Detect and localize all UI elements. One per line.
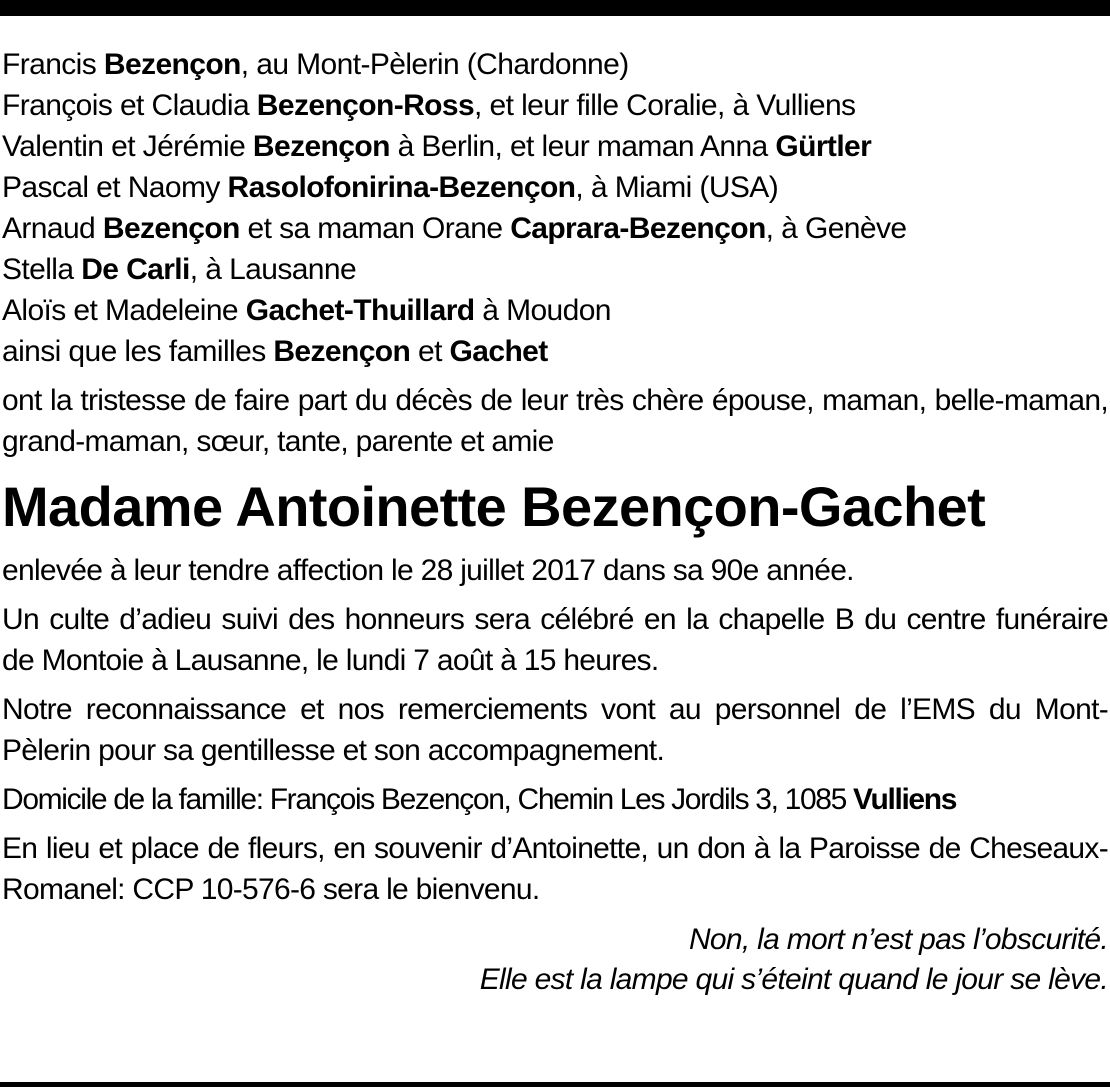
family-list <box>2 44 1108 372</box>
obituary-notice <box>2 44 1108 1000</box>
family-text: ainsi que les familles <box>2 335 274 368</box>
family-surname: Bezençon <box>252 130 390 163</box>
family-surname: Gachet-Thuillard <box>245 294 475 327</box>
donation-text: En lieu et place de fleurs, en souvenir d’Antoinette, un don à la Paroisse de Cheseaux-Romanel: CCP 10-576-6 sera le bienvenu. <box>2 832 1108 906</box>
family-line <box>2 208 1108 249</box>
family-text: Valentin et Jérémie <box>2 130 253 163</box>
family-surname: Caprara-Bezençon <box>510 212 766 245</box>
family-text: à Moudon <box>474 294 611 327</box>
family-line <box>2 167 1108 208</box>
family-text: , à Lausanne <box>189 253 357 286</box>
family-surname: Bezençon-Ross <box>256 89 475 122</box>
family-text: Stella <box>2 253 82 286</box>
thanks-text: Notre reconnaissance et nos remerciements vont au personnel de l’EMS du Mont-Pèlerin pour sa gentillesse et son accompagnement. <box>2 693 1108 767</box>
announcement-text: ont la tristesse de faire part du décès de leur très chère épouse, maman, belle-maman, grand-maman, sœur, tante, parente et amie <box>2 384 1108 458</box>
deceased-name: Madame Antoinette Bezençon-Gachet <box>2 475 986 538</box>
ceremony-text: Un culte d’adieu suivi des honneurs sera célébré en la chapelle B du centre funéraire de Montoie à Lausanne, le lundi 7 août à 15 heures. <box>2 603 1108 677</box>
family-text: Pascal et Naomy <box>2 171 228 204</box>
family-text: Arnaud <box>2 212 103 245</box>
death-notice-text: enlevée à leur tendre affection le 28 juillet 2017 dans sa 90e année. <box>2 554 854 587</box>
domicile-address: Domicile de la famille: François Bezençon, Chemin Les Jordils 3, 1085 <box>2 783 853 816</box>
family-line <box>2 126 1108 167</box>
family-line <box>2 249 1108 290</box>
family-text: et <box>410 335 450 368</box>
top-rule <box>0 0 1110 16</box>
bottom-rule <box>0 1082 1110 1087</box>
family-text: , à Genève <box>765 212 907 245</box>
family-text: François et Claudia <box>2 89 257 122</box>
family-surname: Gürtler <box>775 130 872 163</box>
family-surname: De Carli <box>81 253 190 286</box>
closing-quote <box>2 920 1108 1000</box>
family-text: , et leur fille Coralie, à Vulliens <box>474 89 856 122</box>
family-text: Aloïs et Madeleine <box>2 294 246 327</box>
family-line <box>2 85 1108 126</box>
family-surname: Rasolofonirina-Bezençon <box>227 171 576 204</box>
family-line <box>2 290 1108 331</box>
family-surname: Bezençon <box>103 48 241 81</box>
family-text: , au Mont-Pèlerin (Chardonne) <box>240 48 629 81</box>
quote-line-2: Elle est la lampe qui s’éteint quand le jour se lève. <box>479 963 1108 996</box>
family-surname: Bezençon <box>273 335 411 368</box>
family-surname: Bezençon <box>102 212 240 245</box>
family-surname: Gachet <box>449 335 548 368</box>
family-line <box>2 331 1108 372</box>
family-line <box>2 44 1108 85</box>
family-text: et sa maman Orane <box>239 212 511 245</box>
family-text: à Berlin, et leur maman Anna <box>389 130 776 163</box>
family-text: Francis <box>2 48 104 81</box>
family-domicile <box>2 779 1108 820</box>
family-text: , à Miami (USA) <box>575 171 779 204</box>
quote-line-1: Non, la mort n’est pas l’obscurité. <box>688 923 1108 956</box>
domicile-city: Vulliens <box>852 783 957 816</box>
